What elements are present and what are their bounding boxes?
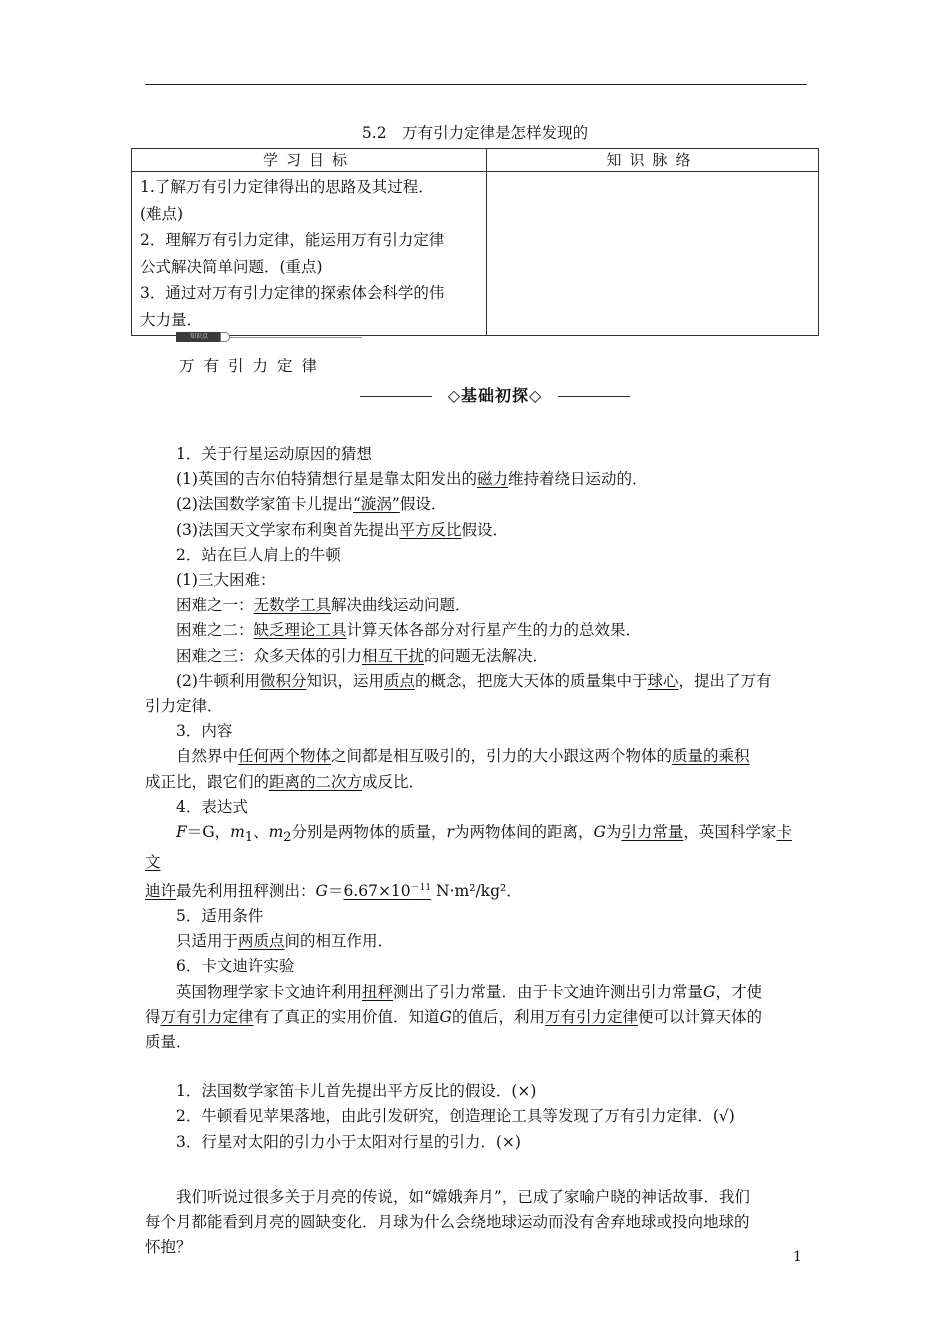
divider-line-right <box>558 396 630 397</box>
objective-line: (难点) <box>140 204 184 223</box>
paragraph: 引力定律． <box>145 697 223 716</box>
paragraph: (1)英国的吉尔伯特猜想行星是靠太阳发出的磁力维持着绕日运动的． <box>176 470 648 489</box>
col-header-objectives: 学习目标 <box>132 149 487 172</box>
divider-line-left <box>360 396 432 397</box>
heading-4: 4．表达式 <box>176 797 248 816</box>
heading-3: 3．内容 <box>176 722 233 741</box>
paragraph: 困难之三：众多天体的引力相互干扰的问题无法解决． <box>176 646 549 665</box>
formula-paragraph: F＝G，$m_1$、$m_2$分别是两物体的质量，r为两物体间的距离，G为引力常量，英国科学家卡文 <box>145 823 792 872</box>
knowledge-cell <box>487 172 819 336</box>
divider-label: ◇基础初探◇ <box>447 386 543 405</box>
question-paragraph: 我们听说过很多关于月亮的传说，如“嫦娥奔月”，已成了家喻户晓的神话故事．我们 <box>176 1187 750 1206</box>
paragraph: 自然界中任何两个物体之间都是相互吸引的，引力的大小跟这两个物体的质量的乘积 <box>176 747 750 766</box>
paragraph: (2)牛顿利用微积分知识，运用质点的概念，把庞大天体的质量集中于球心，提出了万有 <box>176 671 772 690</box>
section-heading: 万有引力定律 <box>179 357 327 375</box>
paragraph: (2)法国数学家笛卡儿提出“漩涡”假设． <box>176 495 447 514</box>
question-paragraph: 怀抱？ <box>145 1238 192 1257</box>
objective-line: 公式解决简单问题．(重点) <box>140 257 323 276</box>
objective-line: 大力量． <box>140 310 203 329</box>
paragraph: 只适用于两质点间的相互作用． <box>176 932 394 951</box>
judgement-item: 2．牛顿看见苹果落地，由此引发研究，创造理论工具等发现了万有引力定律．(√) <box>176 1107 735 1126</box>
objectives-table <box>131 148 819 336</box>
paragraph: 困难之二：缺乏理论工具计算天体各部分对行星产生的力的总效果． <box>176 621 642 640</box>
knowledge-point-badge <box>176 332 362 342</box>
paragraph: 得万有引力定律有了真正的实用价值．知道G的值后，利用万有引力定律便可以计算天体的 <box>145 1007 762 1026</box>
col-header-knowledge: 知识脉络 <box>487 149 819 172</box>
paragraph: 质量． <box>145 1032 192 1051</box>
judgement-item: 1．法国数学家笛卡儿首先提出平方反比的假设．(×) <box>176 1082 537 1101</box>
page-number: 1 <box>793 1249 802 1265</box>
page-title: 5.2 万有引力定律是怎样发现的 <box>361 124 589 142</box>
paragraph: 英国物理学家卡文迪许利用扭秤测出了引力常量．由于卡文迪许测出引力常量G，才使 <box>176 982 762 1001</box>
heading-1: 1．关于行星运动原因的猜想 <box>176 445 372 463</box>
heading-6: 6．卡文迪许实验 <box>176 957 295 976</box>
badge-label: 知识点 <box>176 332 222 342</box>
basics-divider <box>360 386 630 406</box>
top-rule <box>145 84 807 85</box>
formula-paragraph: 迪许最先利用扭秤测出：$G=6.67\times 10^{-11}$ N·m²/kg²． <box>145 881 522 900</box>
objective-line: 2．理解万有引力定律，能运用万有引力定律 <box>140 231 445 249</box>
objective-line: 1.了解万有引力定律得出的思路及其过程． <box>140 178 434 196</box>
paragraph: 困难之一：无数学工具解决曲线运动问题． <box>176 596 471 615</box>
badge-cap <box>220 332 230 342</box>
badge-line <box>230 337 362 338</box>
main-content <box>145 442 807 1260</box>
heading-5: 5．适用条件 <box>176 906 264 925</box>
objectives-cell <box>132 172 487 336</box>
paragraph: 成正比，跟它们的距离的二次方成反比． <box>145 772 425 791</box>
heading-2: 2．站在巨人肩上的牛顿 <box>176 545 341 564</box>
objective-line: 3．通过对万有引力定律的探索体会科学的伟 <box>140 284 445 302</box>
paragraph: (1)三大困难： <box>176 571 276 590</box>
question-paragraph: 每个月都能看到月亮的圆缺变化．月球为什么会绕地球运动而没有舍弃地球或投向地球的 <box>145 1212 750 1231</box>
paragraph: (3)法国天文学家布利奥首先提出平方反比假设． <box>176 520 508 539</box>
judgement-item: 3．行星对太阳的引力小于太阳对行星的引力．(×) <box>176 1132 521 1151</box>
